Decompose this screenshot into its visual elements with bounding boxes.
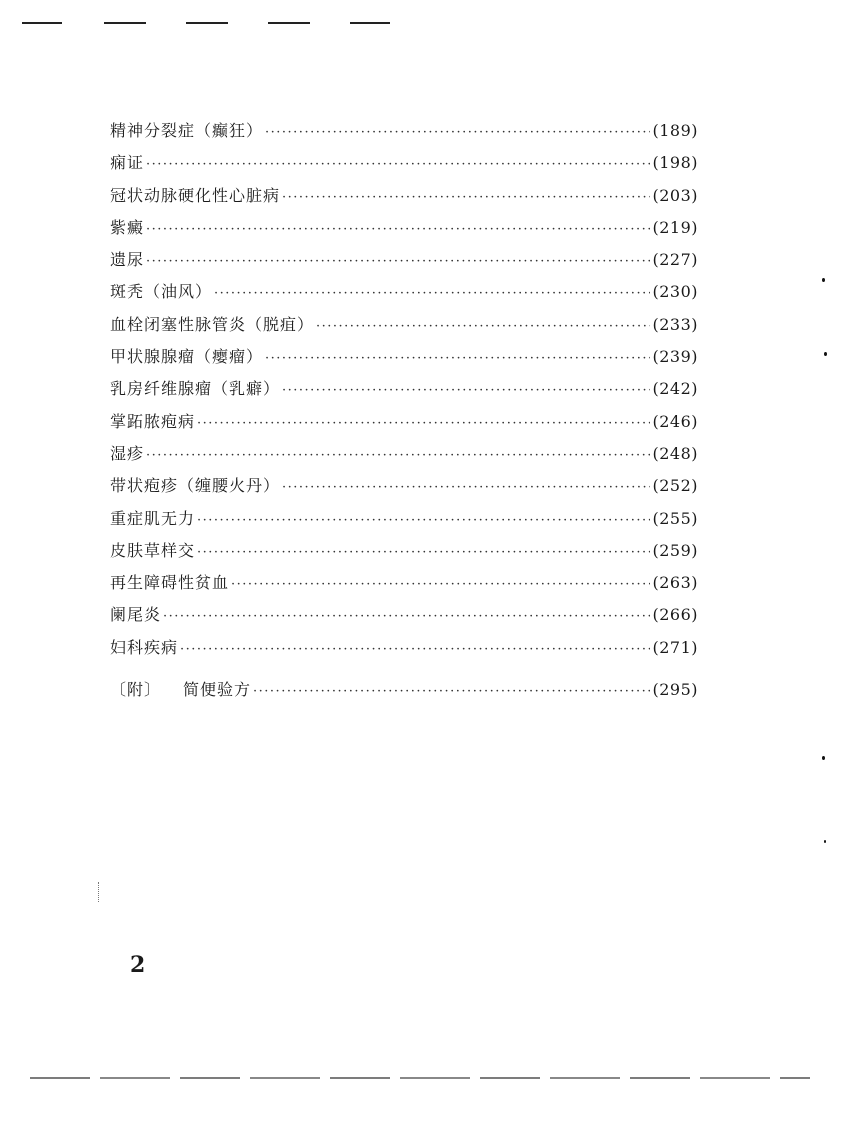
toc-entry-title: 湿疹 bbox=[110, 443, 145, 463]
toc-entry-title: 甲状腺腺瘤（瘿瘤） bbox=[110, 347, 264, 367]
toc-leader-dots bbox=[146, 448, 650, 463]
toc-entry-page: (246) bbox=[652, 411, 698, 431]
toc-entry-page: (239) bbox=[652, 347, 698, 367]
toc-entry-page: (248) bbox=[652, 443, 698, 463]
toc-leader-dots bbox=[163, 609, 650, 624]
appendix-tag: 〔附〕 bbox=[110, 680, 162, 700]
toc-entry bbox=[110, 312, 698, 344]
scan-speck bbox=[822, 278, 825, 282]
toc-entry bbox=[110, 441, 698, 473]
page-number: 2 bbox=[130, 952, 146, 978]
toc-entry-page: (259) bbox=[652, 540, 698, 560]
toc-leader-dots bbox=[197, 545, 650, 560]
toc-entry bbox=[110, 538, 698, 570]
toc-leader-dots bbox=[265, 351, 650, 366]
toc-entry-page: (219) bbox=[652, 217, 698, 237]
header-rule bbox=[22, 22, 392, 26]
toc-entry-page: (230) bbox=[652, 282, 698, 302]
toc-entry bbox=[110, 570, 698, 602]
toc-leader-dots bbox=[282, 480, 650, 495]
toc-entry-page: (271) bbox=[652, 637, 698, 657]
toc-entry-page: (252) bbox=[652, 476, 698, 496]
appendix-title: 简便验方 bbox=[183, 680, 252, 700]
toc-leader-dots bbox=[282, 383, 650, 398]
toc-leader-dots bbox=[180, 642, 650, 657]
toc-leader-dots bbox=[146, 254, 650, 269]
toc-entry-title: 妇科疾病 bbox=[110, 637, 179, 657]
toc-entry-page: (233) bbox=[652, 314, 698, 334]
toc-entry-page: (266) bbox=[652, 605, 698, 625]
toc-entry bbox=[110, 506, 698, 538]
toc-entry-title: 紫癜 bbox=[110, 217, 145, 237]
toc-leader-dots bbox=[146, 222, 650, 237]
toc-leader-dots bbox=[253, 684, 650, 699]
toc-entry bbox=[110, 635, 698, 667]
toc-entry-page: (227) bbox=[652, 250, 698, 270]
toc-entry-title: 冠状动脉硬化性心脏病 bbox=[110, 185, 281, 205]
toc-entry-title: 精神分裂症（癫狂） bbox=[110, 121, 264, 140]
toc-entry-title: 阑尾炎 bbox=[110, 605, 162, 625]
toc-leader-dots bbox=[282, 190, 650, 205]
toc-entry-title: 痫证 bbox=[110, 153, 145, 173]
toc-entry bbox=[110, 150, 698, 182]
toc-appendix-entry bbox=[110, 677, 698, 709]
toc-leader-dots bbox=[197, 513, 650, 528]
footer-rule bbox=[30, 1077, 810, 1079]
toc-entry bbox=[110, 279, 698, 311]
toc-leader-dots bbox=[316, 319, 650, 334]
toc-entry bbox=[110, 118, 698, 150]
toc-entry-title: 重症肌无力 bbox=[110, 508, 196, 528]
toc-entry-title: 血栓闭塞性脉管炎（脱疽） bbox=[110, 314, 315, 334]
toc-entry-page: (242) bbox=[652, 379, 698, 399]
toc-appendix-title-group bbox=[110, 677, 251, 700]
toc-entry-title: 斑秃（油风） bbox=[110, 282, 213, 302]
toc-entry-title: 皮肤草样交 bbox=[110, 540, 196, 560]
toc-entry bbox=[110, 376, 698, 408]
table-of-contents bbox=[110, 118, 698, 709]
toc-leader-dots bbox=[197, 416, 650, 431]
scan-mark bbox=[98, 882, 100, 902]
toc-entry-page: (263) bbox=[652, 573, 698, 593]
toc-entry-page: (189) bbox=[652, 121, 698, 140]
scan-speck bbox=[824, 840, 826, 843]
toc-entry bbox=[110, 247, 698, 279]
toc-entry bbox=[110, 473, 698, 505]
toc-entry-title: 再生障碍性贫血 bbox=[110, 573, 230, 593]
toc-entry-page: (198) bbox=[652, 153, 698, 173]
toc-entry-title: 遗尿 bbox=[110, 250, 145, 270]
toc-leader-dots bbox=[231, 577, 650, 592]
toc-entry-title: 带状疱疹（缠腰火丹） bbox=[110, 476, 281, 496]
scan-speck bbox=[822, 756, 825, 760]
toc-leader-dots bbox=[265, 125, 650, 140]
toc-entry-title: 乳房纤维腺瘤（乳癖） bbox=[110, 379, 281, 399]
toc-leader-dots bbox=[146, 157, 650, 172]
toc-leader-dots bbox=[214, 286, 650, 301]
toc-entry-page: (255) bbox=[652, 508, 698, 528]
toc-entry bbox=[110, 183, 698, 215]
appendix-page: (295) bbox=[652, 680, 698, 700]
toc-entry bbox=[110, 409, 698, 441]
scan-speck bbox=[824, 352, 827, 356]
toc-entry-page: (203) bbox=[652, 185, 698, 205]
toc-entry-title: 掌跖脓疱病 bbox=[110, 411, 196, 431]
toc-entry bbox=[110, 215, 698, 247]
toc-entry bbox=[110, 602, 698, 634]
toc-entry bbox=[110, 344, 698, 376]
